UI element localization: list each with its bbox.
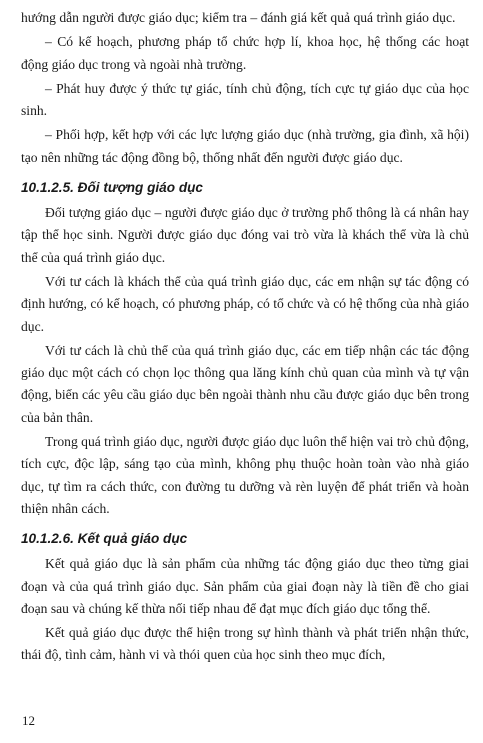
paragraph: Trong quá trình giáo dục, người được giáo dục luôn thể hiện vai trò chủ động, tích cực, độc lập, sáng tạo của mình, không phụ thuộc hoàn toàn vào nhà giáo dục, tự tìm ra cách thức, con đường tu dưỡng và rèn luyện để phát triển và hoàn thiện nhân cách. xyxy=(21,434,469,516)
document-page xyxy=(21,7,469,669)
bullet-paragraph-1: – Có kế hoạch, phương pháp tổ chức hợp lí, khoa học, hệ thống các hoạt động giáo dục trong và ngoài nhà trường. xyxy=(21,34,469,72)
bullet-paragraph-3: – Phối hợp, kết hợp với các lực lượng giáo dục (nhà trường, gia đình, xã hội) tạo nên những tác động đồng bộ, thống nhất đến người được giáo dục. xyxy=(21,127,469,165)
section-heading-results: 10.1.2.6. Kết quả giáo dục xyxy=(21,531,188,547)
paragraph: Kết quả giáo dục được thể hiện trong sự hình thành và phát triển nhận thức, thái độ, tình cảm, hành vi và thói quen của học sinh theo mục đích, xyxy=(21,625,469,663)
page-number: 12 xyxy=(22,713,35,728)
bullet-paragraph-2: – Phát huy được ý thức tự giác, tính chủ động, tích cực tự giáo dục của học sinh. xyxy=(21,80,469,119)
section-heading-objects: 10.1.2.5. Đối tượng giáo dục xyxy=(21,180,203,196)
paragraph: Kết quả giáo dục là sản phẩm của những tác động giáo dục theo từng giai đoạn và của quá trình giáo dục. Sản phẩm của giai đoạn này là tiền đề cho giai đoạn sau và chúng kế thừa nối tiếp nhau để đạt mục đích giáo dục tổng thể. xyxy=(21,556,469,616)
paragraph-continued: hướng dẫn người được giáo dục; kiểm tra – đánh giá kết quả quá trình giáo dục. xyxy=(21,10,456,25)
paragraph: Với tư cách là chủ thể của quá trình giáo dục, các em tiếp nhận các tác động giáo dục một cách có chọn lọc thông qua lăng kính chủ quan của mình và tự vận động, biến các yêu cầu giáo dục bên ngoài thành nhu cầu được giáo dục bên trong của bản thân. xyxy=(21,342,469,425)
paragraph: Đối tượng giáo dục – người được giáo dục ở trường phổ thông là cá nhân hay tập thể học sinh. Người được giáo dục đóng vai trò vừa là khách thể vừa là chủ thể của quá trình giáo dục. xyxy=(21,205,469,265)
paragraph: Với tư cách là khách thể của quá trình giáo dục, các em nhận sự tác động có định hướng, có kế hoạch, có phương pháp, có tổ chức và có hệ thống của nhà giáo dục. xyxy=(21,273,469,334)
